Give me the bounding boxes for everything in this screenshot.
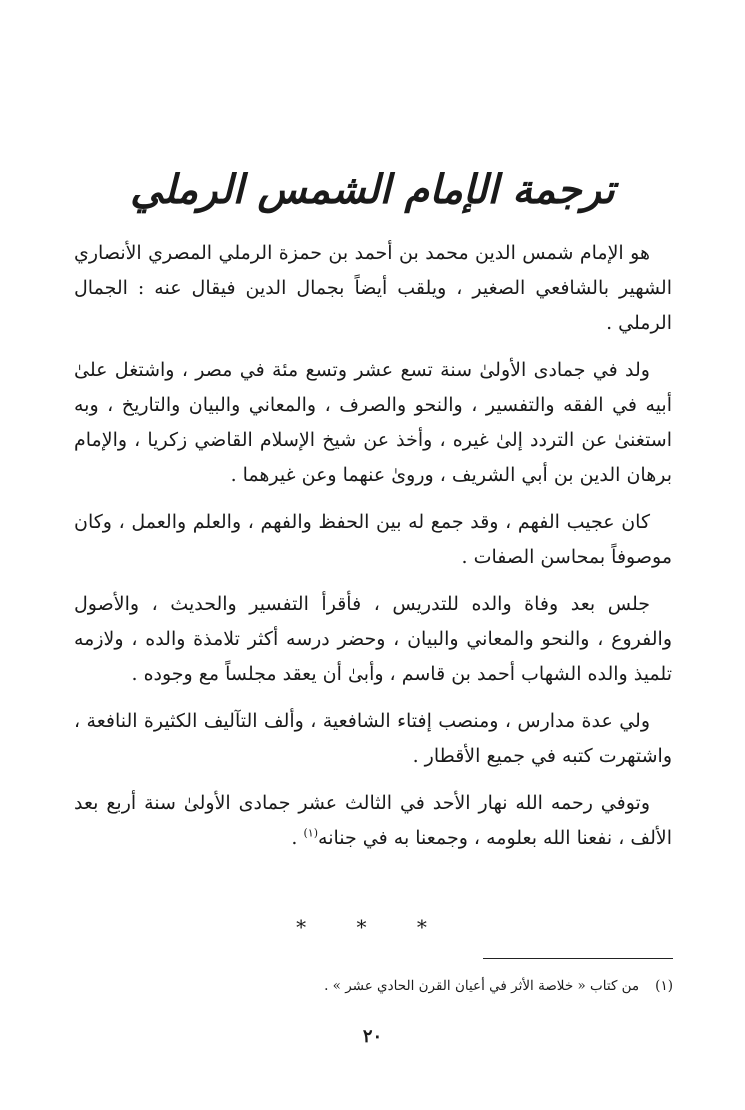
paragraph-5: ولي عدة مدارس ، ومنصب إفتاء الشافعية ، وألف التآليف الكثيرة النافعة ، واشتهرت كتبه في جميع الأقطار .: [74, 710, 672, 767]
paragraph-6-tail: .: [291, 827, 304, 849]
footnote: [73, 975, 673, 997]
paragraph-1: هو الإمام شمس الدين محمد بن أحمد بن حمزة الرملي المصري الأنصاري الشهير بالشافعي الصغير ، ويلقب أيضاً بجمال الدين فيقال عنه : الجمال الرملي .: [74, 242, 672, 334]
page-title: ترجمة الإمام الشمس الرملي: [130, 166, 615, 213]
footnote-number: (١): [655, 978, 673, 994]
paragraph-6-text: وتوفي رحمه الله نهار الأحد في الثالث عشر جمادى الأولىٰ سنة أربع بعد الألف ، نفعنا الله بعلومه ، وجمعنا به في جنانه: [74, 792, 672, 849]
biography-text: [74, 236, 672, 868]
footnote-divider: [483, 958, 673, 959]
section-ornament: * * *: [296, 915, 449, 939]
paragraph-3: كان عجيب الفهم ، وقد جمع له بين الحفظ والفهم ، والعلم والعمل ، وكان موصوفاً بمحاسن الصفات .: [74, 511, 672, 568]
page-number: ٢٠: [362, 1026, 383, 1047]
footnote-reference[interactable]: (١): [303, 826, 319, 840]
paragraph-4: جلس بعد وفاة والده للتدريس ، فأقرأ التفسير والحديث ، والأصول والفروع ، والنحو والمعاني والبيان ، وحضر درسه أكثر تلامذة والده ، ولازمه تلميذ والده الشهاب أحمد بن قاسم ، وأبىٰ أن يعقد مجلساً مع وجوده .: [74, 593, 672, 685]
paragraph-2: ولد في جمادى الأولىٰ سنة تسع عشر وتسع مئة في مصر ، واشتغل علىٰ أبيه في الفقه والتفسير ، والنحو والصرف ، والمعاني والبيان والتاريخ ، وبه استغنىٰ عن التردد إلىٰ غيره ، وأخذ عن شيخ الإسلام القاضي زكريا ، والإمام برهان الدين بن أبي الشريف ، وروىٰ عنهما وعن غيرهما .: [74, 359, 672, 486]
paragraph-6: [74, 786, 672, 856]
footnote-text: من كتاب « خلاصة الأثر في أعيان القرن الحادي عشر » .: [324, 978, 640, 994]
